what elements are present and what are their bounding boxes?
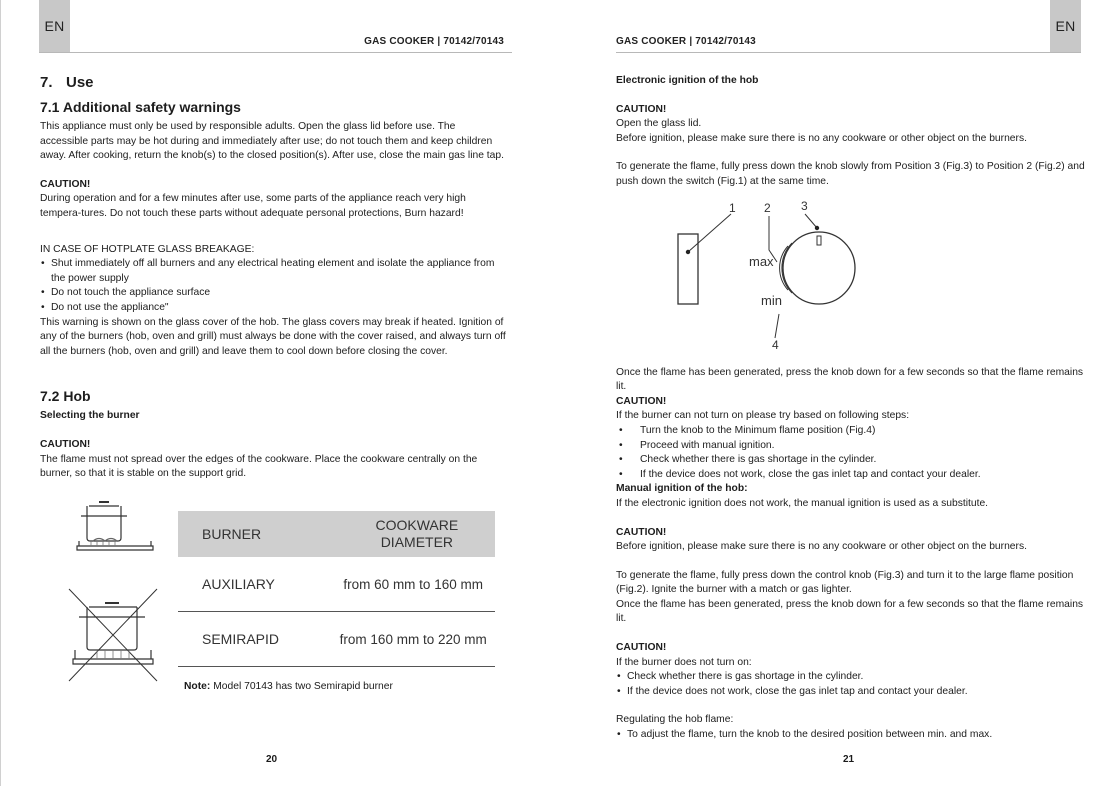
header-rule [39, 52, 512, 53]
section-number: 7. [40, 74, 53, 91]
safety-paragraph: This appliance must only be used by responsible adults. Open the glass lid before use. The accessible parts may be hot during and immediately after use; do not touch them and keep children away. After cooking, return the knob(s) to the closed position(s). After use, close the main gas line tap. [40, 121, 504, 162]
list-item: • If the device does not work, close the gas inlet tap and contact your dealer. [616, 468, 1086, 483]
list-item: • If the device does not work, close the gas inlet tap and contact your dealer. [616, 685, 1086, 700]
table-row [178, 612, 495, 667]
generate-paragraph: To generate the flame, fully press down the knob slowly from Position 3 (Fig.3) to Position 2 (Fig.2) and push down the switch (Fig.1) at the same time. [616, 161, 1085, 187]
left-page [0, 0, 557, 786]
marker-dot [815, 226, 819, 230]
leader-line-1 [688, 214, 731, 252]
table-row [178, 557, 495, 612]
leader-line-3 [805, 214, 817, 228]
regulating-list [616, 728, 1086, 743]
section-title [40, 74, 506, 92]
subsection-title-7-2: 7.2 Hob [40, 388, 91, 405]
burner-name: SEMIRAPID [202, 631, 280, 647]
caution-label: CAUTION! [616, 526, 667, 538]
knob-ignition-diagram [616, 196, 876, 356]
burner-name: AUXILIARY [202, 576, 275, 592]
label-1: 1 [729, 201, 736, 215]
knob-outer-ring [783, 232, 855, 304]
label-min: min [761, 293, 782, 308]
running-head: GAS COOKER | 70142/70143 [364, 36, 504, 47]
list-item: • Shut immediately off all burners and any electrical heating element and isolate the appliance from the power supply [40, 257, 506, 286]
breakage-heading: IN CASE OF HOTPLATE GLASS BREAKAGE: [40, 243, 255, 255]
breakage-list [40, 257, 506, 315]
note-label: Note: [184, 681, 211, 692]
caution-label: CAUTION! [616, 642, 667, 654]
leader-line-4 [775, 314, 779, 338]
subsection-title-7-1: 7.1 Additional safety warnings [40, 99, 241, 115]
right-content [616, 74, 1086, 743]
caution-label: CAUTION! [616, 395, 667, 407]
caution-label: CAUTION! [616, 103, 667, 115]
selecting-burner-heading: Selecting the burner [40, 410, 140, 422]
caution-label: CAUTION! [40, 178, 91, 190]
troubleshooting-steps [616, 424, 1086, 482]
list-item: • Check whether there is gas shortage in the cylinder. [616, 453, 1086, 468]
incorrect-pot-crossed-icon [67, 587, 159, 683]
caution-text: During operation and for a few minutes after use, some parts of the appliance reach very high tempera-tures. Do not touch these parts without adequate personal protections, Burn hazard! [40, 193, 466, 219]
caution-text: Before ignition, please make sure there is no any cookware or other object on the burners. [616, 132, 1027, 144]
caution-text: If the burner can not turn on please try based on following steps: [616, 410, 910, 422]
language-tab: EN [39, 0, 70, 52]
ignition-switch-shape [678, 234, 698, 304]
label-max: max [749, 254, 774, 269]
manual-ignition-text: If the electronic ignition does not work, the manual ignition is used as a substitute. [616, 497, 989, 509]
regulating-title: Regulating the hob flame: [616, 714, 734, 726]
manual-once-paragraph: Once the flame has been generated, press the knob down for a few seconds so that the flame remains lit. [616, 598, 1084, 625]
marker-dot [686, 250, 690, 254]
caution-text: Open the glass lid. [616, 118, 702, 130]
caution-label: CAUTION! [40, 438, 91, 450]
list-item: • Do not use the appliance" [40, 301, 506, 316]
list-item: • To adjust the flame, turn the knob to the desired position between min. and max. [616, 728, 1086, 743]
label-2: 2 [764, 201, 771, 215]
glass-warning-paragraph: This warning is shown on the glass cover of the hob. The glass covers may break if heated. Ignition of any of the burners (hob, oven and grill) must always be done with the cover raised, and always turn off all the burners (hob, oven and grill) and leave them to cool down before closing the cover. [40, 316, 506, 357]
table-header-cookware: COOKWARE DIAMETER [375, 517, 459, 550]
caution-text: The flame must not spread over the edges of the cookware. Place the cookware centrally on the burner, so that it is stable on the support grid. [40, 453, 478, 480]
page-number: 21 [843, 754, 855, 765]
knob-indicator [817, 236, 821, 245]
table-header-burner: BURNER [202, 526, 262, 542]
burner-cookware-table [178, 511, 495, 667]
caution-text: If the burner does not turn on: [616, 656, 752, 668]
cookware-diameter: from 60 mm to 160 mm [343, 576, 483, 592]
label-3: 3 [801, 199, 808, 213]
note-text: Model 70143 has two Semirapid burner [213, 681, 393, 692]
list-item: • Proceed with manual ignition. [616, 439, 1086, 454]
once-paragraph: Once the flame has been generated, press the knob down for a few seconds so that the flame remains lit. [616, 366, 1084, 393]
table-header-row [178, 511, 495, 557]
left-content [40, 74, 506, 482]
list-item: • Do not touch the appliance surface [40, 286, 506, 301]
section-title-text: Use [66, 74, 94, 91]
header-rule [616, 52, 1081, 53]
caution-list [616, 670, 1086, 699]
right-page [556, 0, 1117, 786]
list-item: • Turn the knob to the Minimum flame position (Fig.4) [616, 424, 1086, 439]
correct-pot-on-burner-icon [71, 496, 159, 566]
manual-ignition-title: Manual ignition of the hob: [616, 483, 748, 495]
ignition-title: Electronic ignition of the hob [616, 75, 759, 86]
running-head: GAS COOKER | 70142/70143 [616, 36, 756, 47]
label-4: 4 [772, 338, 779, 352]
caution-text: Before ignition, please make sure there is no any cookware or other object on the burners. [616, 541, 1027, 553]
manual-generate-paragraph: To generate the flame, fully press down the control knob (Fig.3) and turn it to the large flame position (Fig.2). Ignite the burner with a match or gas lighter. [616, 569, 1074, 596]
page-number: 20 [266, 754, 278, 765]
table-note [184, 681, 393, 692]
list-item: • Check whether there is gas shortage in the cylinder. [616, 670, 1086, 685]
language-tab: EN [1050, 0, 1081, 52]
cookware-diameter: from 160 mm to 220 mm [339, 631, 487, 647]
